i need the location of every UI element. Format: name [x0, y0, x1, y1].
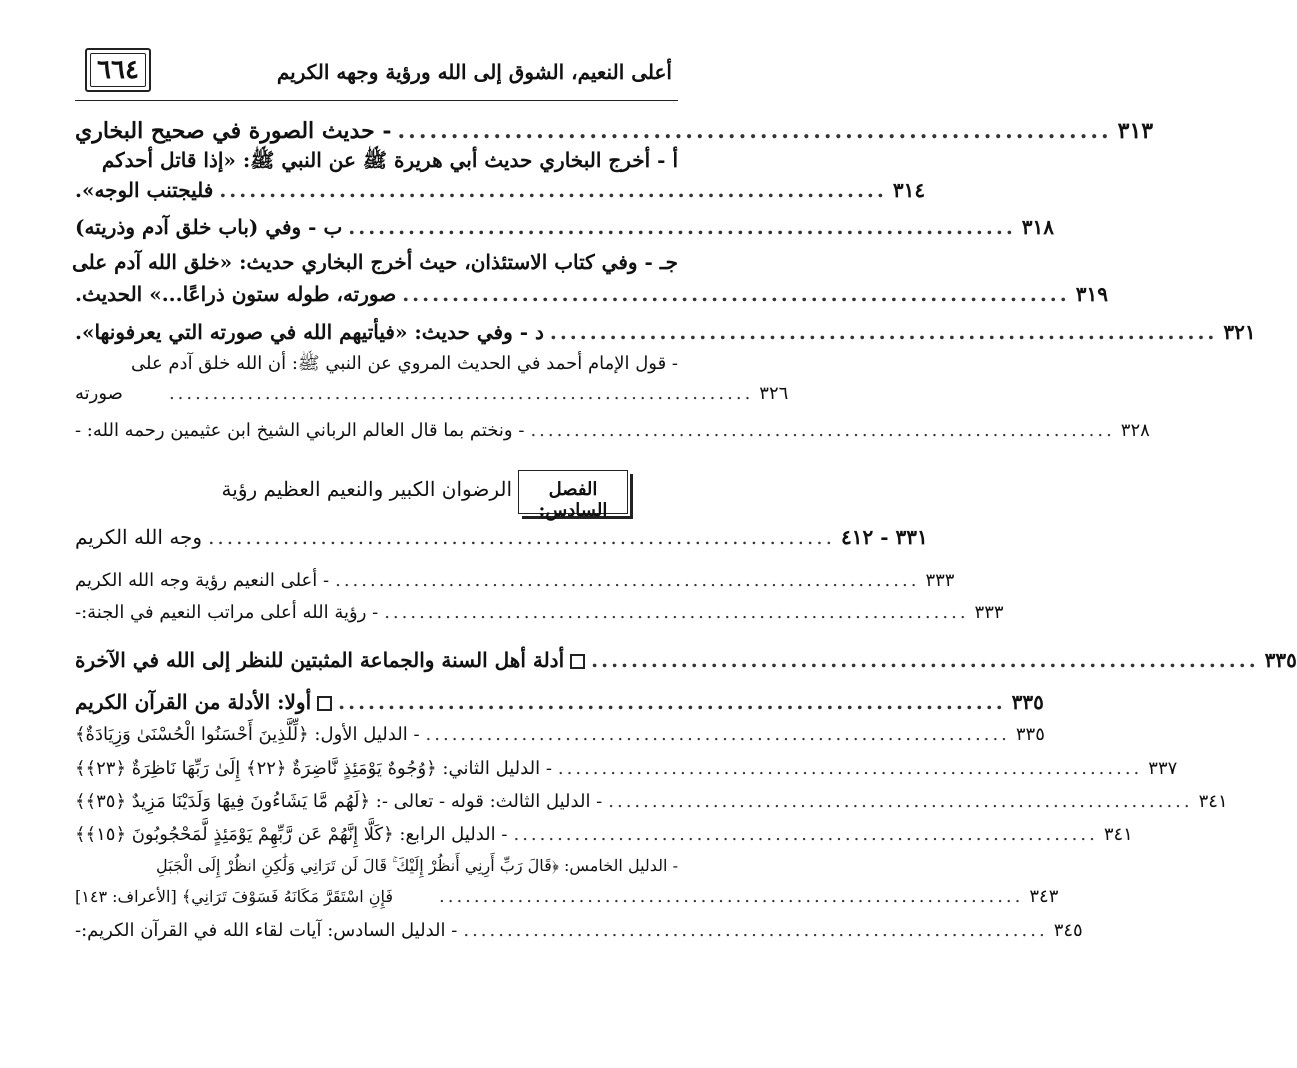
toc-entry	[75, 758, 1178, 788]
toc-entry-page: ٣١٩	[1075, 282, 1108, 306]
dot-leader: ...................................................................	[591, 648, 1259, 672]
dot-leader: ...................................................................	[168, 383, 754, 404]
toc-entry	[75, 920, 1083, 950]
toc-entry	[75, 570, 955, 600]
toc-entry	[75, 383, 789, 413]
chapter-title-line2: وجه الله الكريم	[75, 525, 203, 549]
toc-entry-text: - الدليل الأول: ﴿لِّلَّذِينَ أَحْسَنُوا الْحُسْنَىٰ وَزِيَادَةٌ﴾	[75, 724, 420, 745]
toc-entry-text: - أعلى النعيم رؤية وجه الله الكريم	[75, 570, 330, 591]
dot-leader: ...................................................................	[463, 920, 1048, 941]
dot-leader: ...................................................................	[219, 178, 887, 202]
toc-entry-text	[75, 648, 585, 672]
chapter-label: الفصل السادس:	[538, 479, 608, 521]
dot-leader: ...................................................................	[608, 791, 1193, 812]
toc-entry-page: ٣٣٧	[1148, 758, 1178, 779]
toc-entry	[75, 602, 1004, 632]
toc-entry	[75, 886, 1059, 916]
toc-entry	[75, 648, 1297, 678]
toc-entry-page: ٣٤٥	[1053, 920, 1083, 941]
toc-entry-continuation: فليجتنب الوجه».	[75, 178, 214, 202]
toc-entry-continuation: صورته	[75, 383, 123, 404]
chapter-title-entry	[75, 525, 928, 555]
dot-leader: ...................................................................	[425, 724, 1010, 745]
toc-entry-page: ٣١٨	[1021, 215, 1055, 239]
dot-leader: ...................................................................	[549, 320, 1218, 344]
toc-entry-label: أولا: الأدلة من القرآن الكريم	[75, 690, 312, 714]
toc-entry-page: ٣٢١	[1223, 320, 1256, 344]
dot-leader: ...................................................................	[338, 690, 1006, 714]
chapter-title-line1: الرضوان الكبير والنعيم العظيم رؤية	[221, 477, 512, 501]
toc-entry	[75, 724, 1045, 754]
toc-entry-text: - الدليل الخامس: ﴿قَالَ رَبِّ أَرِنِي أَنظُرْ إِلَيْكَ ۚ قَالَ لَن تَرَانِي وَلَٰكِنِ انظُرْ إِلَى الْجَبَلِ	[156, 856, 678, 875]
toc-entry-text: - الدليل الرابع: ﴿كَلَّا إِنَّهُمْ عَن رَّبِّهِمْ يَوْمَئِذٍ لَّمَحْجُوبُونَ ﴿١٥﴾﴾	[75, 824, 508, 845]
toc-entry-text: - رؤية الله أعلى مراتب النعيم في الجنة:-	[75, 602, 379, 623]
dot-leader: ...................................................................	[208, 525, 836, 549]
toc-entry	[75, 690, 1044, 720]
dot-leader: ...................................................................	[530, 420, 1115, 441]
checkbox-bullet-icon	[317, 696, 332, 711]
toc-entry-text: - قول الإمام أحمد في الحديث المروي عن النبي ﷺ: أن الله خلق آدم على	[130, 353, 678, 374]
toc-entry-label: أدلة أهل السنة والجماعة المثبتين للنظر إلى الله في الآخرة	[75, 648, 565, 672]
dot-leader: ...................................................................	[335, 570, 920, 591]
toc-entry-text	[75, 690, 332, 714]
toc-entry-page: ٣٣٥	[1015, 724, 1045, 745]
toc-entry-page: ٣٣٣	[925, 570, 955, 591]
chapter-pages: ٣٣١ - ٤١٢	[841, 525, 928, 549]
toc-entry-page: ٣٤٣	[1029, 886, 1059, 907]
dot-leader: ...................................................................	[384, 602, 969, 623]
toc-entry-page: ٣٤١	[1198, 791, 1228, 812]
chapter-label-box	[518, 470, 628, 521]
toc-entry	[75, 824, 1133, 854]
dot-leader: ...................................................................	[513, 824, 1098, 845]
toc-entry	[75, 178, 926, 208]
toc-entry-text: أ - أخرج البخاري حديث أبي هريرة ﷺ عن النبي ﷺ: «إذا قاتل أحدكم	[101, 148, 678, 172]
toc-entry-page: ٣١٣	[1117, 118, 1154, 144]
toc-entry-text: د - وفي حديث: «فيأتيهم الله في صورته التي يعرفونها».	[75, 320, 544, 344]
toc-entry	[75, 118, 1154, 148]
toc-entry	[75, 320, 1256, 350]
toc-entry-page: ٣٢٦	[759, 383, 789, 404]
dot-leader: ...................................................................	[397, 118, 1112, 144]
toc-entry-text: ب - وفي (باب خلق آدم وذريته)	[75, 215, 343, 239]
page-number: ٦٦٤	[85, 48, 151, 92]
toc-entry	[75, 791, 1228, 821]
toc-entry	[75, 215, 1055, 245]
toc-entry-page: ٣٢٨	[1120, 420, 1150, 441]
toc-entry-page: ٣٣٣	[974, 602, 1004, 623]
toc-entry-page: ٣٤١	[1103, 824, 1133, 845]
dot-leader: ...................................................................	[402, 282, 1070, 306]
toc-entry-page: ٣١٤	[892, 178, 926, 202]
toc-entry-text: - الدليل الثالث: قوله - تعالى -: ﴿لَهُم مَّا يَشَاءُونَ فِيهَا وَلَدَيْنَا مَزِيدٌ ﴿٣٥﴾﴾	[75, 791, 603, 812]
running-title: أعلى النعيم، الشوق إلى الله ورؤية وجهه الكريم	[276, 60, 672, 84]
toc-entry-text: جـ - وفي كتاب الاستئذان، حيث أخرج البخاري حديث: «خلق الله آدم على	[71, 250, 678, 274]
toc-entry-page: ٣٣٥	[1264, 648, 1297, 672]
toc-entry-text: - حديث الصورة في صحيح البخاري	[75, 118, 392, 144]
toc-entry-continuation: فَإِنِ اسْتَقَرَّ مَكَانَهُ فَسَوْفَ تَرَانِي﴾ [الأعراف: ١٤٣]	[75, 887, 394, 906]
toc-entry	[75, 420, 1150, 450]
toc-entry-page: ٣٣٥	[1011, 690, 1044, 714]
toc-entry-text: - الدليل الثاني: ﴿وُجُوهٌ يَوْمَئِذٍ نَّاضِرَةٌ ﴿٢٢﴾ إِلَىٰ رَبِّهَا نَاظِرَةٌ ﴿٢٣﴾﴾	[75, 758, 552, 779]
dot-leader: ...................................................................	[348, 215, 1016, 239]
toc-entry-continuation: صورته، طوله ستون ذراعًا...» الحديث.	[75, 282, 397, 306]
toc-entry	[75, 282, 1108, 312]
checkbox-bullet-icon	[570, 654, 585, 669]
toc-entry-text: - الدليل السادس: آيات لقاء الله في القرآن الكريم:-	[75, 920, 458, 941]
dot-leader: ...................................................................	[439, 886, 1024, 907]
toc-entry-text: - ونختم بما قال العالم الرباني الشيخ ابن عثيمين رحمه الله: -	[75, 420, 525, 441]
dot-leader: ...................................................................	[557, 758, 1143, 779]
